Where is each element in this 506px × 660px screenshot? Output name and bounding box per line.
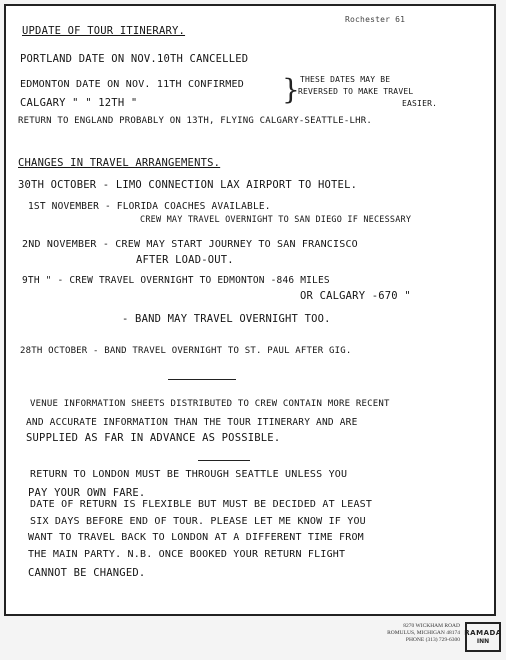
section-heading: CHANGES IN TRAVEL ARRANGEMENTS. xyxy=(18,157,221,169)
logo-text-1: RAMADA xyxy=(464,628,502,637)
travel-nov9-c: - BAND MAY TRAVEL OVERNIGHT TOO. xyxy=(122,313,331,325)
return-info-7: CANNOT BE CHANGED. xyxy=(28,567,146,579)
return-info-5: WANT TO TRAVEL BACK TO LONDON AT A DIFFERENT TIME FROM xyxy=(28,532,364,543)
logo-text-2: INN xyxy=(476,637,490,645)
venue-line-2: AND ACCURATE INFORMATION THAN THE TOUR ITINERARY AND ARE xyxy=(26,417,358,428)
divider-2 xyxy=(198,460,250,461)
edmonton-line: EDMONTON DATE ON NOV. 11TH CONFIRMED xyxy=(20,79,244,90)
travel-nov2-b: AFTER LOAD-OUT. xyxy=(136,254,234,266)
return-info-3: DATE OF RETURN IS FLEXIBLE BUT MUST BE DECIDED AT LEAST xyxy=(30,499,373,510)
address-line-2: ROMULUS, MICHIGAN 48174 xyxy=(387,630,460,636)
venue-line-1: VENUE INFORMATION SHEETS DISTRIBUTED TO CREW CONTAIN MORE RECENT xyxy=(30,399,390,409)
travel-nov2-a: 2ND NOVEMBER - CREW MAY START JOURNEY TO SAN FRANCISCO xyxy=(22,239,358,250)
travel-oct28: 28TH OCTOBER - BAND TRAVEL OVERNIGHT TO ST. PAUL AFTER GIG. xyxy=(20,346,352,356)
return-info-4: SIX DAYS BEFORE END OF TOUR. PLEASE LET ME KNOW IF YOU xyxy=(30,516,366,527)
page-title: UPDATE OF TOUR ITINERARY. xyxy=(22,25,186,37)
calgary-line: CALGARY " " 12TH " xyxy=(20,97,138,109)
brace-note-1: THESE DATES MAY BE xyxy=(300,75,391,84)
divider-1 xyxy=(168,379,236,380)
address-phone: PHONE (313) 729-6300 xyxy=(405,637,460,643)
dates-brace: } xyxy=(282,73,300,106)
return-line: RETURN TO ENGLAND PROBABLY ON 13TH, FLYING CALGARY-SEATTLE-LHR. xyxy=(18,116,372,126)
return-info-1: RETURN TO LONDON MUST BE THROUGH SEATTLE UNLESS YOU xyxy=(30,469,348,480)
travel-nov1-b: CREW MAY TRAVEL OVERNIGHT TO SAN DIEGO IF NECESSARY xyxy=(140,215,412,225)
travel-oct30: 30TH OCTOBER - LIMO CONNECTION LAX AIRPORT TO HOTEL. xyxy=(18,179,358,191)
portland-line: PORTLAND DATE ON NOV.10TH CANCELLED xyxy=(20,53,249,65)
address-line-1: 8270 WICKHAM ROAD xyxy=(403,623,460,629)
brace-note-2: REVERSED TO MAKE TRAVEL xyxy=(298,87,414,96)
travel-nov9-a: 9TH " - CREW TRAVEL OVERNIGHT TO EDMONTON -846 MILES xyxy=(22,275,330,286)
hotel-address xyxy=(345,623,460,644)
return-info-6: THE MAIN PARTY. N.B. ONCE BOOKED YOUR RETURN FLIGHT xyxy=(28,549,346,560)
return-info-2: PAY YOUR OWN FARE. xyxy=(28,487,146,499)
brace-note-3: EASIER. xyxy=(402,99,438,108)
venue-line-3: SUPPLIED AS FAR IN ADVANCE AS POSSIBLE. xyxy=(26,432,281,444)
travel-nov1-a: 1ST NOVEMBER - FLORIDA COACHES AVAILABLE. xyxy=(28,201,271,212)
ramada-logo xyxy=(465,622,501,652)
travel-nov9-b: OR CALGARY -670 " xyxy=(300,290,411,302)
corner-annotation: Rochester 61 xyxy=(345,15,406,24)
